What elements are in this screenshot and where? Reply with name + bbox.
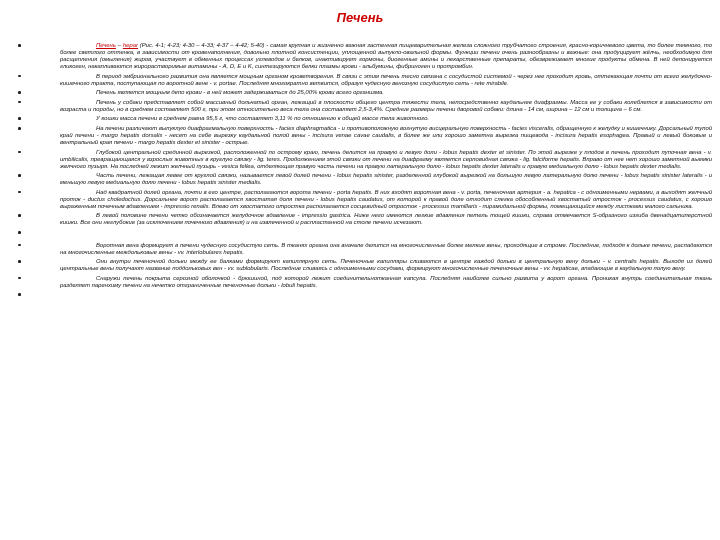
list-item — [12, 190, 712, 211]
bullet-icon — [18, 151, 21, 154]
list-item — [12, 100, 712, 114]
list-item — [12, 259, 712, 273]
paragraph-text: Над квадратной долей органа, почти в его центре, располагаются ворота печени - porta hepatis. В них входят воротная вена - v. porta, печеночная артерия - a. hepatica - с одноименными нервами, а выходят желчный проток - ductus choledochus. Дорсальнее ворот располагается хвостатая доля печени - lobus hepatis caudatus, от которой к правой доле отходит слегка обособленный хвостатый отросток - processus caudatus, с хорошо выраженным почечным вдавлением - impressio renalis. Влево от хвостатого отростка располагается сосцевидный отросток - processus mamillaris - пирамидальной формы, помещающийся между листками малого сальника. — [60, 189, 712, 210]
list-item — [12, 292, 712, 302]
paragraph-text: Снаружи печень покрыта серозной оболочкой - брюшиной, под которой лежит соединительнотканная капсула. Последняя наиболее сильно развита у ворот органа. Проникая внутрь соединительная ткань разделяет паренхиму печени на нечетко отграниченные печеночные дольки - lobuli hepatis. — [60, 275, 712, 289]
list-item — [12, 116, 712, 123]
paragraph-text: Они внутри печеночной дольки между ее балками формируют капиллярную сеть. Печеночные капилляры сливаются в центре каждой дольки в центральную вену дольки - v. centralis hepatis. Выходя из долей центральные вены получают название поддольковых вен - vv. sublobularis. Последние сливаясь с одноименными сосудами, формируют многочисленные печеночные вены - vv. hepaticae, впадающие в каудальную полую вену. — [60, 259, 712, 273]
bullet-icon — [18, 231, 21, 234]
lead-latin: hepar — [122, 43, 138, 49]
bullet-icon — [18, 44, 21, 47]
paragraph-text: На печени различают выпуклую диафрагмальную поверхность - facies diaphragmatica - и противоположную вогнутую висцеральную поверхность - facies visceralis, обращенную к желудку и кишечнику. Дорсальный тупой край печени - margo hepatis dorsalis - несет на себе вырезку каудальной полой вены - incisura venae cavae caudalis, в более же или хорошо заметна вырезка пищевода - incisura hepatis esophagea. Правый и левый боковые и вентральный края печени - margo hepatis dexter et sinister - острые. — [60, 125, 712, 146]
paragraph-text: У кошки масса печени в среднем равна 95,5 г, что составляет 3,11 % по отношению к общей массе тела животного. — [96, 116, 430, 123]
bullet-icon — [18, 277, 21, 280]
lead-term: Печень — [96, 43, 116, 49]
list-item — [12, 74, 712, 88]
bullet-icon — [18, 191, 21, 194]
list-item — [12, 126, 712, 147]
page-title: Печень — [336, 10, 384, 25]
bullet-icon — [18, 117, 21, 120]
bullet-icon — [18, 75, 21, 78]
list-item — [12, 276, 712, 290]
paragraph-text: Глубокой центральной срединной вырезкой, расположенной по острому краю, печень делится на правую и левую доли - lobus hepatis dexter et sinister. По этой вырезке у плодов в печень проходит пупочная вена - v. umbilicalis, превращающаяся у взрослых животных в круглую связку - lig. teres. Продолжением этой связки от печени на диафрагму является серповидная связка - lig. falciforme hepatis. Вправо от нее нет хорошо заметной выемки желчного пузыря. На последней лежит желчный пузырь - vesica fellea, отделяющая правую часть печени на правую латеральную долю - lobus hepatis dexter lateralis и правую медиальную долю - lobus hepatis dexter medialis. — [60, 149, 712, 170]
bullet-icon — [18, 293, 21, 296]
bullet-icon — [18, 91, 21, 94]
list-item: Печень – hepar (Рис. 4-1; 4-23; 4-30 – 4-33; 4-37 – 4-42; 5-40) - самая крупная и жизненно важная застенная пищеварительная железа сложного трубчатого строения, красно-коричневого цвета, то более темного, то более светлого оттенка, в зависимости от кровенаполнения, довольно плотной консистенции, уплощенной выпукло-овальной формы. Функции печени очень разнообразны и важные: она продуцирует жёлчь, необходимую для расщепления (омыления) жиров, участвует в обменных процессах углеводов и белков, инактивирует гормоны, биогенные амины и лекарственные препараты, обезвреживает многие продукты обмена. В ней депонируется гликоген, накапливаются жирорастворимые витамины - A, D, E и K, синтезируются белки плазмы крови - альбумины, фибриноген и протромбин. — [12, 43, 712, 71]
bullet-icon — [18, 214, 21, 217]
bullet-icon — [18, 174, 21, 177]
bullet-icon — [18, 260, 21, 263]
bullet-icon — [18, 127, 21, 130]
paragraph-text: Часть печени, лежащая левее от круглой связки, называется левой долей печени - lobus hepatis sinister, разделенной глубокой вырезкой на большую левую латеральную долю печени - lobus hepatis sinister lateralis - и меньшую левую медиальную долю печени - lobus hepatis sinister medialis. — [60, 173, 712, 187]
list-item — [12, 150, 712, 171]
paragraph-text: (Рис. 4-1; 4-23; 4-30 – 4-33; 4-37 – 4-42; 5-40) - самая крупная и жизненно важная застенная пищеварительная железа сложного трубчатого строения, красно-коричневого цвета, то более темного, то более светлого оттенка, в зависимости от кровенаполнения, довольно плотной консистенции, уплощенной выпукло-овальной формы. Функции печени очень разнообразны и важные: она продуцирует жёлчь, необходимую для расщепления (омыления) жиров, участвует в обменных процессах углеводов и белков, инактивирует гормоны, биогенные амины и лекарственные препараты, обезвреживает многие продукты обмена. В ней депонируется гликоген, накапливаются жирорастворимые витамины - A, D, E и K, синтезируются белки плазмы крови - альбумины, фибриноген и протромбин. — [60, 43, 712, 70]
list-item — [12, 243, 712, 257]
paragraph-text: Воротная вена формирует в печени чудесную сосудистую сеть. В тканях органа она вначале делится на многочисленные более мелкие вены, проходящие в строме. Последние, подходя к дольке печени, распадаются на многочисленные междольковые вены - vv. interlobulares hepatis. — [60, 242, 712, 256]
list-item — [12, 213, 712, 227]
list-item — [12, 230, 712, 240]
list-item — [12, 173, 712, 187]
paragraph-text: В период эмбрионального развития она является мощным органом кроветворения. В связи с этим печень тесно связана с сосудистой системой - через нее проходит кровь, оттекающая почти от всего желудочно-кишечного тракта, поступающая по воротной вене - v. portae. Последняя многократно ветвится, образуя чудесную венозную сосудистую сеть - rete mirabile. — [60, 73, 712, 87]
bullet-icon — [18, 101, 21, 104]
list-item — [12, 90, 712, 97]
bullet-icon — [18, 244, 21, 247]
paragraph-text: Печень у собаки представляет собой массивный дольчатый орган, лежащий в плоскости общего центра тяжести тела, непосредственно каудальнее диафрагмы. Масса ее у собаки колеблется в зависимости от возраста и породы, но в среднем составляет 500 г, при этом относительно веса тела она составляет 2,5-3,4%. Средние размеры печени дворовой собаки: длина - 14 см, ширина – 12 см и толщина – 6 см. — [60, 99, 712, 113]
paragraph-text: В левой половине печени четко обозначается желудочное вдавление - impressio gastrica. Ниже него имеются легкие вдавления петель тощей кишки, справа отмечается S-образного изгиба двенадцатиперстной кишки. Все они неглубокие (за исключением почечного вдавления) и на извлеченной и распластанной на столе печени исчезают. — [60, 213, 712, 227]
paragraph-text: Печень является мощным депо крови - в ней может задерживаться до 25,00% крови всего организма. — [96, 90, 384, 97]
paragraph-list — [12, 43, 712, 305]
